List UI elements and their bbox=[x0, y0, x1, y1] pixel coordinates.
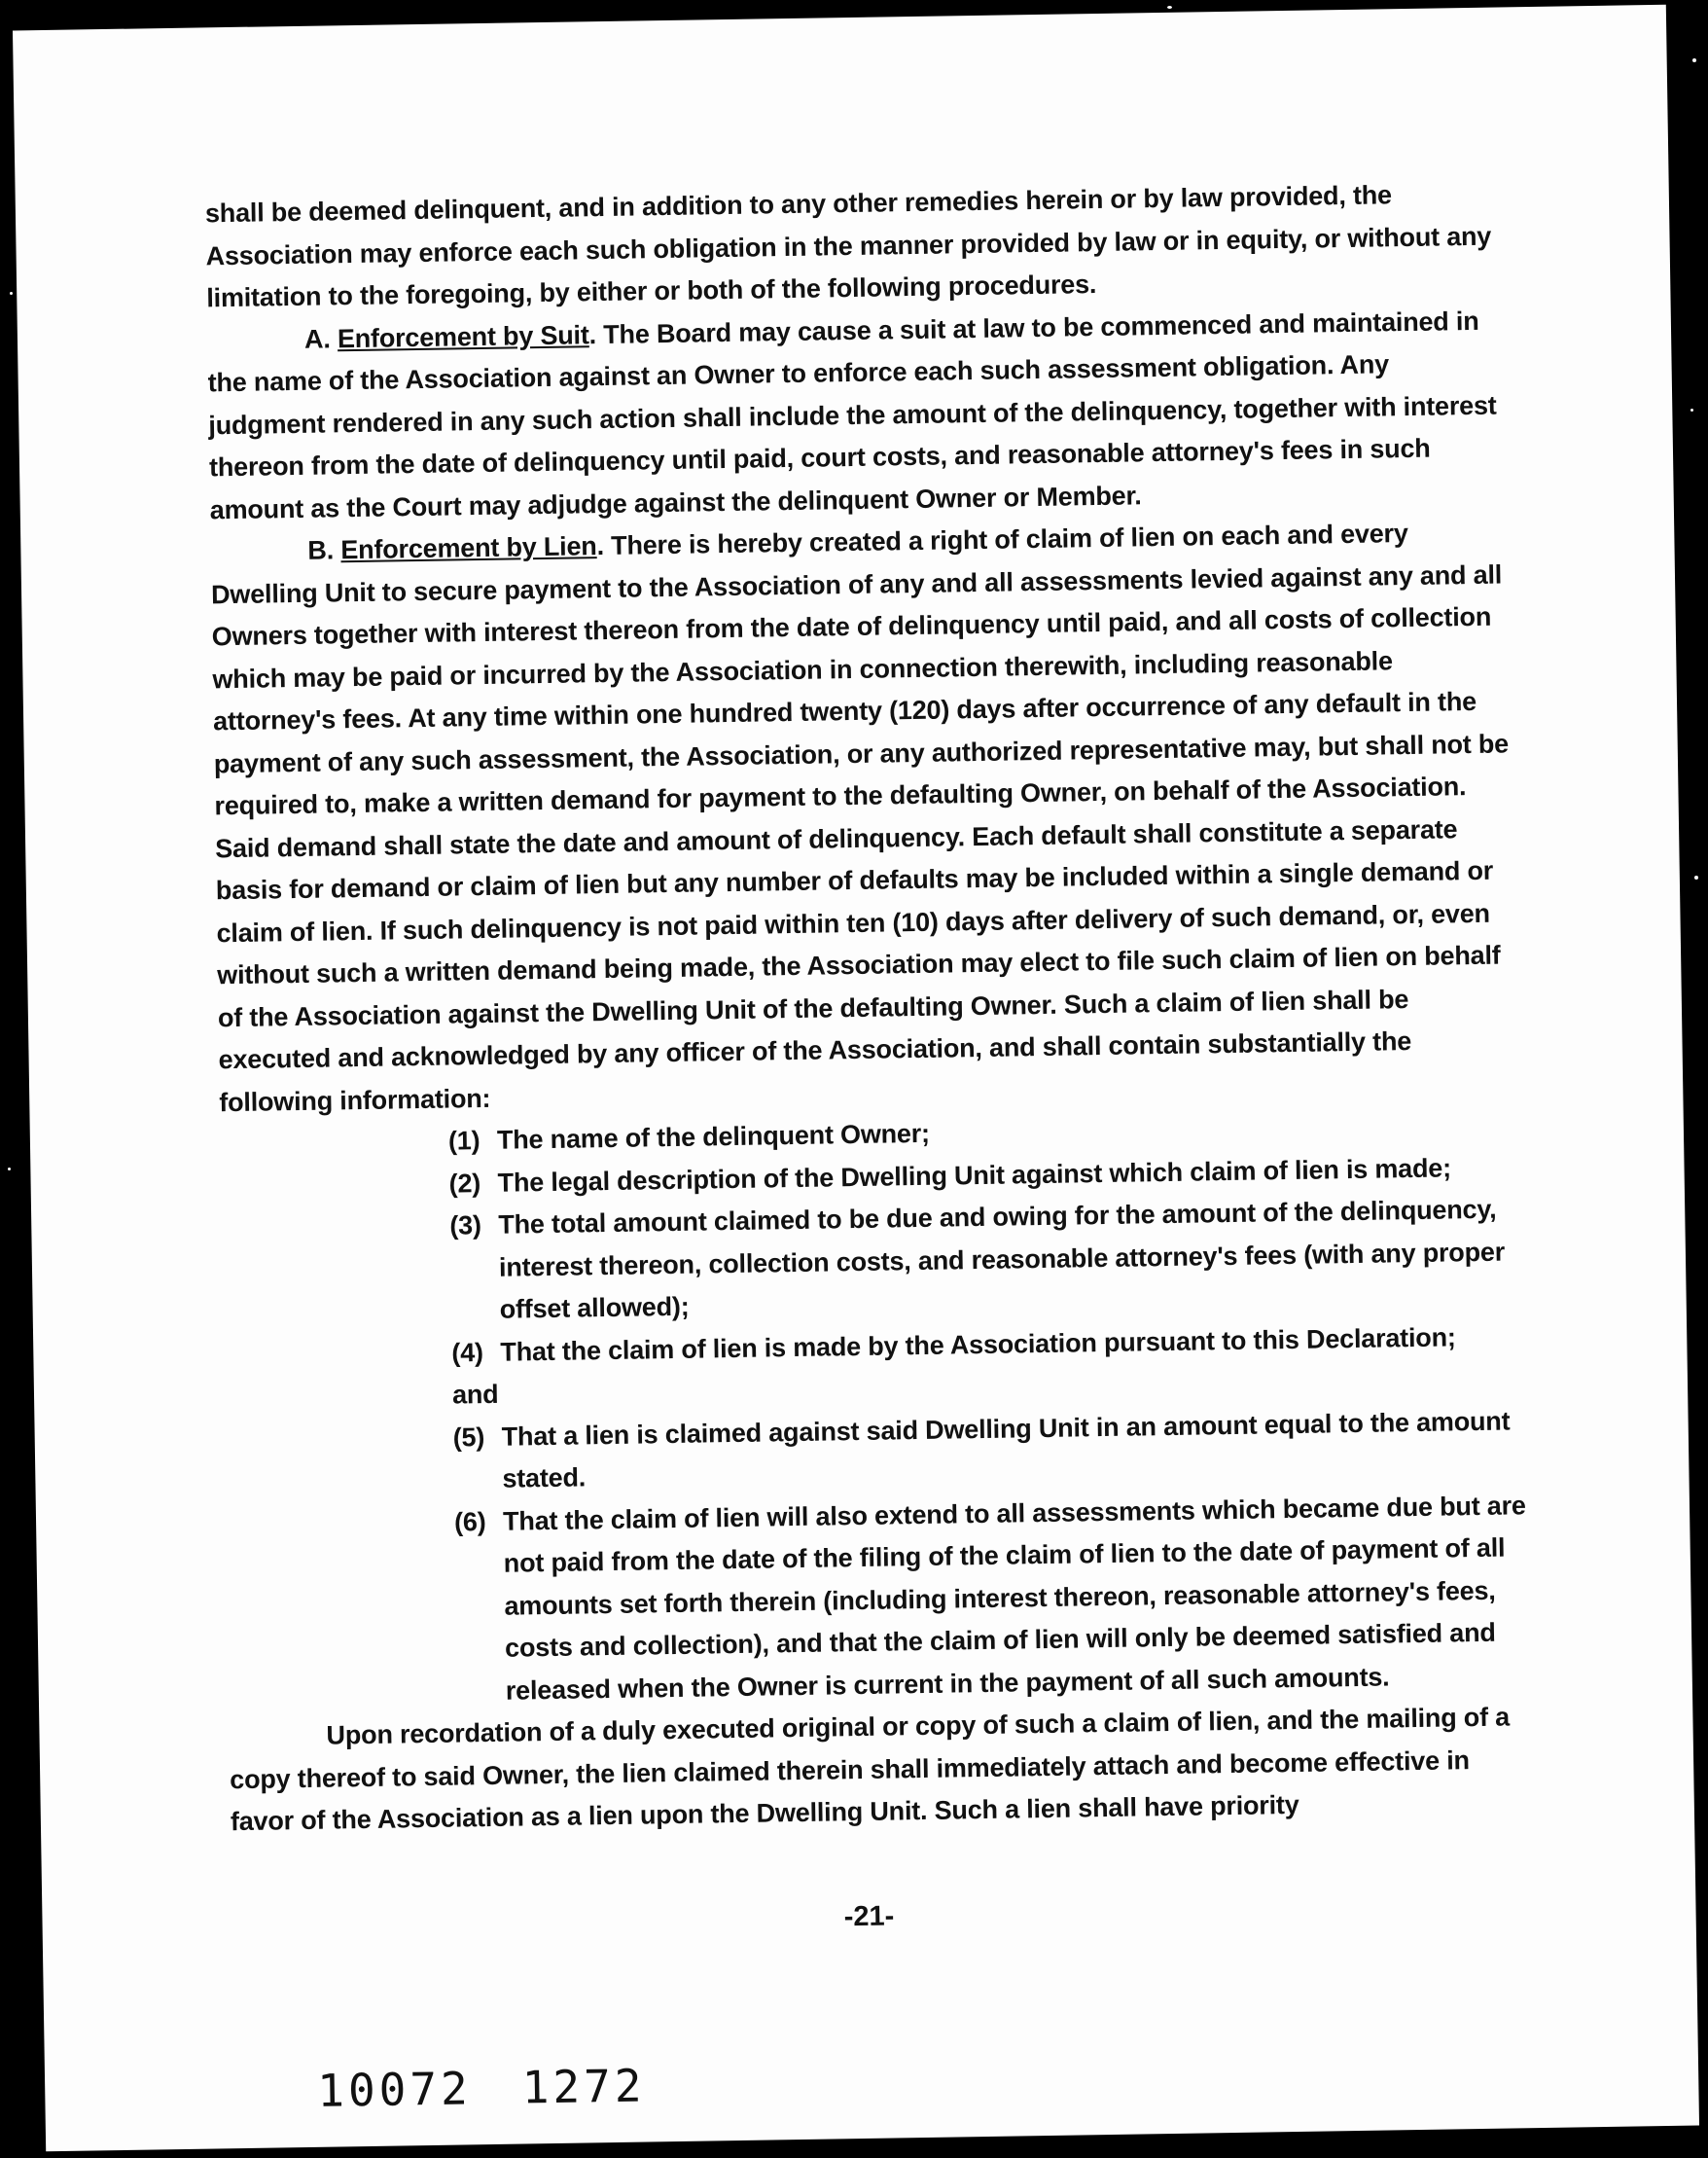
closing-paragraph: Upon recordation of a duly executed original or copy of such a claim of lien, and the mailing of a copy thereof to said Owner, the lien claimed therein shall immediately attach and become effective in favor of the Association as a lien upon the Dwelling Unit. Such a lien shall have priority bbox=[230, 1702, 1511, 1837]
scan-speck bbox=[1692, 58, 1696, 62]
section-b-marker: B. bbox=[307, 535, 335, 565]
list-item-number: (5) bbox=[452, 1421, 485, 1453]
section-a-marker: A. bbox=[303, 323, 331, 354]
list-item-number: (1) bbox=[447, 1126, 480, 1156]
list-conjunction: and bbox=[451, 1379, 499, 1410]
scan-speck bbox=[10, 292, 13, 295]
list-item-number: (2) bbox=[448, 1168, 481, 1199]
section-a-body: . The Board may cause a suit at law to be commenced and maintained in the name of the Association against an Owner to enforce each such assessment obligation. Any judgment rendered in any such action shall include the amount of the delinquency, together with interest thereon from the date of delinquency until paid, court costs, and reasonable attorney's fees in such amount as the Court may adjudge against the delinquent Owner or Member. bbox=[207, 306, 1497, 524]
list-item-number: (6) bbox=[453, 1506, 486, 1537]
list-item-number: (3) bbox=[449, 1210, 481, 1241]
section-a-paragraph bbox=[207, 300, 1513, 532]
list-item-text: That a lien is claimed against said Dwelling Unit in an amount equal to the amount stated. bbox=[501, 1405, 1511, 1493]
list-item-text: The name of the delinquent Owner; bbox=[496, 1118, 931, 1155]
list-item-text: That the claim of lien is made by the Association pursuant to this Declaration; bbox=[500, 1321, 1456, 1367]
lien-information-list-continued bbox=[224, 1400, 1532, 1717]
list-item bbox=[454, 1485, 1532, 1713]
lien-information-list bbox=[220, 1103, 1527, 1378]
list-item-text: The legal description of the Dwelling Unit against which claim of lien is made; bbox=[497, 1152, 1452, 1198]
list-item-number: (4) bbox=[451, 1337, 484, 1368]
document-body bbox=[205, 172, 1534, 1843]
stamp-number-right: 1272 bbox=[521, 2059, 646, 2114]
list-item bbox=[449, 1188, 1526, 1332]
section-b-paragraph bbox=[210, 511, 1522, 1124]
scan-speck bbox=[1690, 409, 1693, 412]
list-item-text: That the claim of lien will also extend to all assessments which became due but are not paid from the date of the filing of the claim of lien to the date of payment of all amounts set forth therein (including interest thereon, reasonable attorney's fees, costs and collection), and that the claim of lien will only be deemed satisfied and released when the Owner is current in the payment of all such amounts. bbox=[502, 1490, 1526, 1706]
document-page bbox=[13, 5, 1699, 2151]
stamp-number-left: 10072 bbox=[316, 2062, 473, 2117]
page-number: -21- bbox=[843, 1900, 895, 1933]
section-b-heading: Enforcement by Lien bbox=[340, 531, 597, 565]
section-a-heading: Enforcement by Suit bbox=[337, 319, 589, 353]
scan-speck bbox=[1694, 876, 1698, 880]
list-item-text: The total amount claimed to be due and owing for the amount of the delinquency, interest thereon, collection costs, and reasonable attorney's fees (with any proper offset allowed); bbox=[498, 1194, 1506, 1324]
scan-speck bbox=[8, 1168, 11, 1170]
scan-speck bbox=[1167, 6, 1172, 9]
intro-paragraph: shall be deemed delinquent, and in addition to any other remedies herein or by law provided, the Association may enforce each such obligation in the manner provided by law or in equity, or without any limitation to the foregoing, by either or both of the following procedures. bbox=[204, 180, 1492, 313]
section-b-body: . There is hereby created a right of claim of lien on each and every Dwelling Unit to secure payment to the Association of any and all assessments levied against any and all Owners together with interest thereon from the date of delinquency until paid, and all costs of collection which may be paid or incurred by the Association in connection therewith, including reasonable attorney's fees. At any time within one hundred twenty (120) days after occurrence of any default in the payment of any such assessment, the Association, or any authorized representative may, but shall not be required to, make a written demand for payment to the defaulting Owner, on behalf of the Association. Said demand shall state the date and amount of delinquency. Each default shall constitute a separate basis for demand or claim of lien but any number of defaults may be included within a single demand or claim of lien. If such delinquency is not paid within ten (10) days after delivery of such demand, or, even without such a written demand being made, the Association may elect to file such claim of lien on behalf of the Association against the Dwelling Unit of the defaulting Owner. Such a claim of lien shall be executed and acknowledged by any officer of the Association, and shall contain substantially the following information: bbox=[210, 519, 1510, 1117]
document-stamp bbox=[317, 2060, 646, 2117]
